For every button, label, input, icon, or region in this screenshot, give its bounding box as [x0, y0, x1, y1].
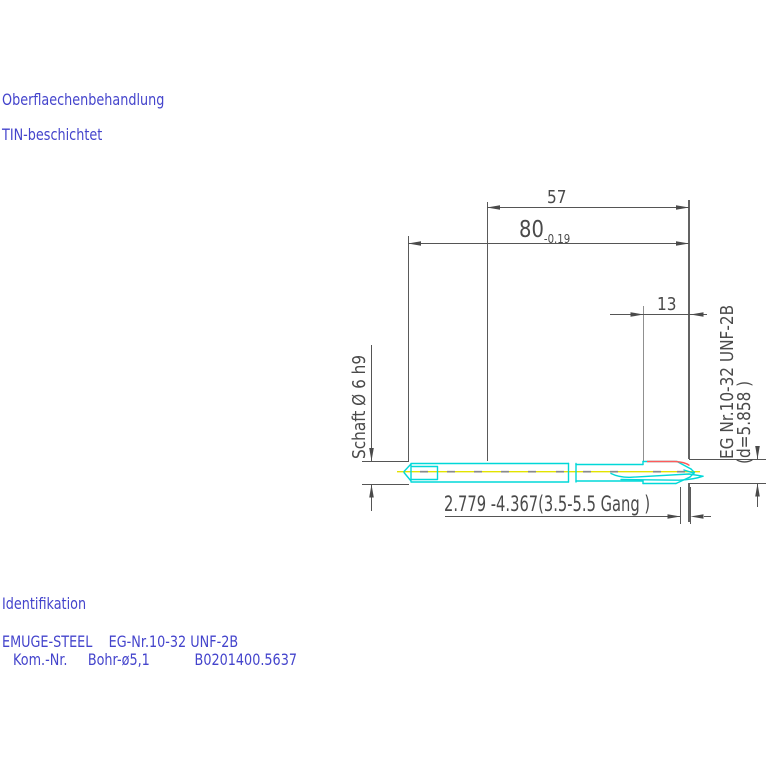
- surface-treatment-label: Oberflaechenbehandlung: [2, 90, 165, 109]
- surface-treatment-value: TIN-beschichtet: [2, 125, 103, 144]
- dim-overall-length: [519, 217, 571, 246]
- dim-overall-length-value: 80: [519, 217, 544, 243]
- thread-diameter-label: (d=5.858 ): [734, 380, 755, 464]
- dim-thread-lead: 2.779 -4.367(3.5-5.5 Gang ): [444, 492, 651, 516]
- extension-lines: [409, 200, 691, 524]
- identification-line2: Kom.-Nr. Bohr-ø5,1 B0201400.5637: [13, 650, 297, 669]
- thread-spec-label: EG Nr.10-32 UNF-2B: [717, 304, 738, 459]
- dim-chamfer-length: 13: [657, 294, 677, 315]
- identification-line1: EMUGE-STEEL EG-Nr.10-32 UNF-2B: [2, 632, 239, 651]
- dimension-lines: [362, 208, 766, 517]
- shank-diameter-label: Schaft Ø 6 h9: [349, 354, 370, 459]
- dim-thread-length: 57: [547, 187, 567, 208]
- identification-label: Identifikation: [2, 594, 87, 613]
- dim-overall-length-tolerance: -0.19: [543, 232, 571, 246]
